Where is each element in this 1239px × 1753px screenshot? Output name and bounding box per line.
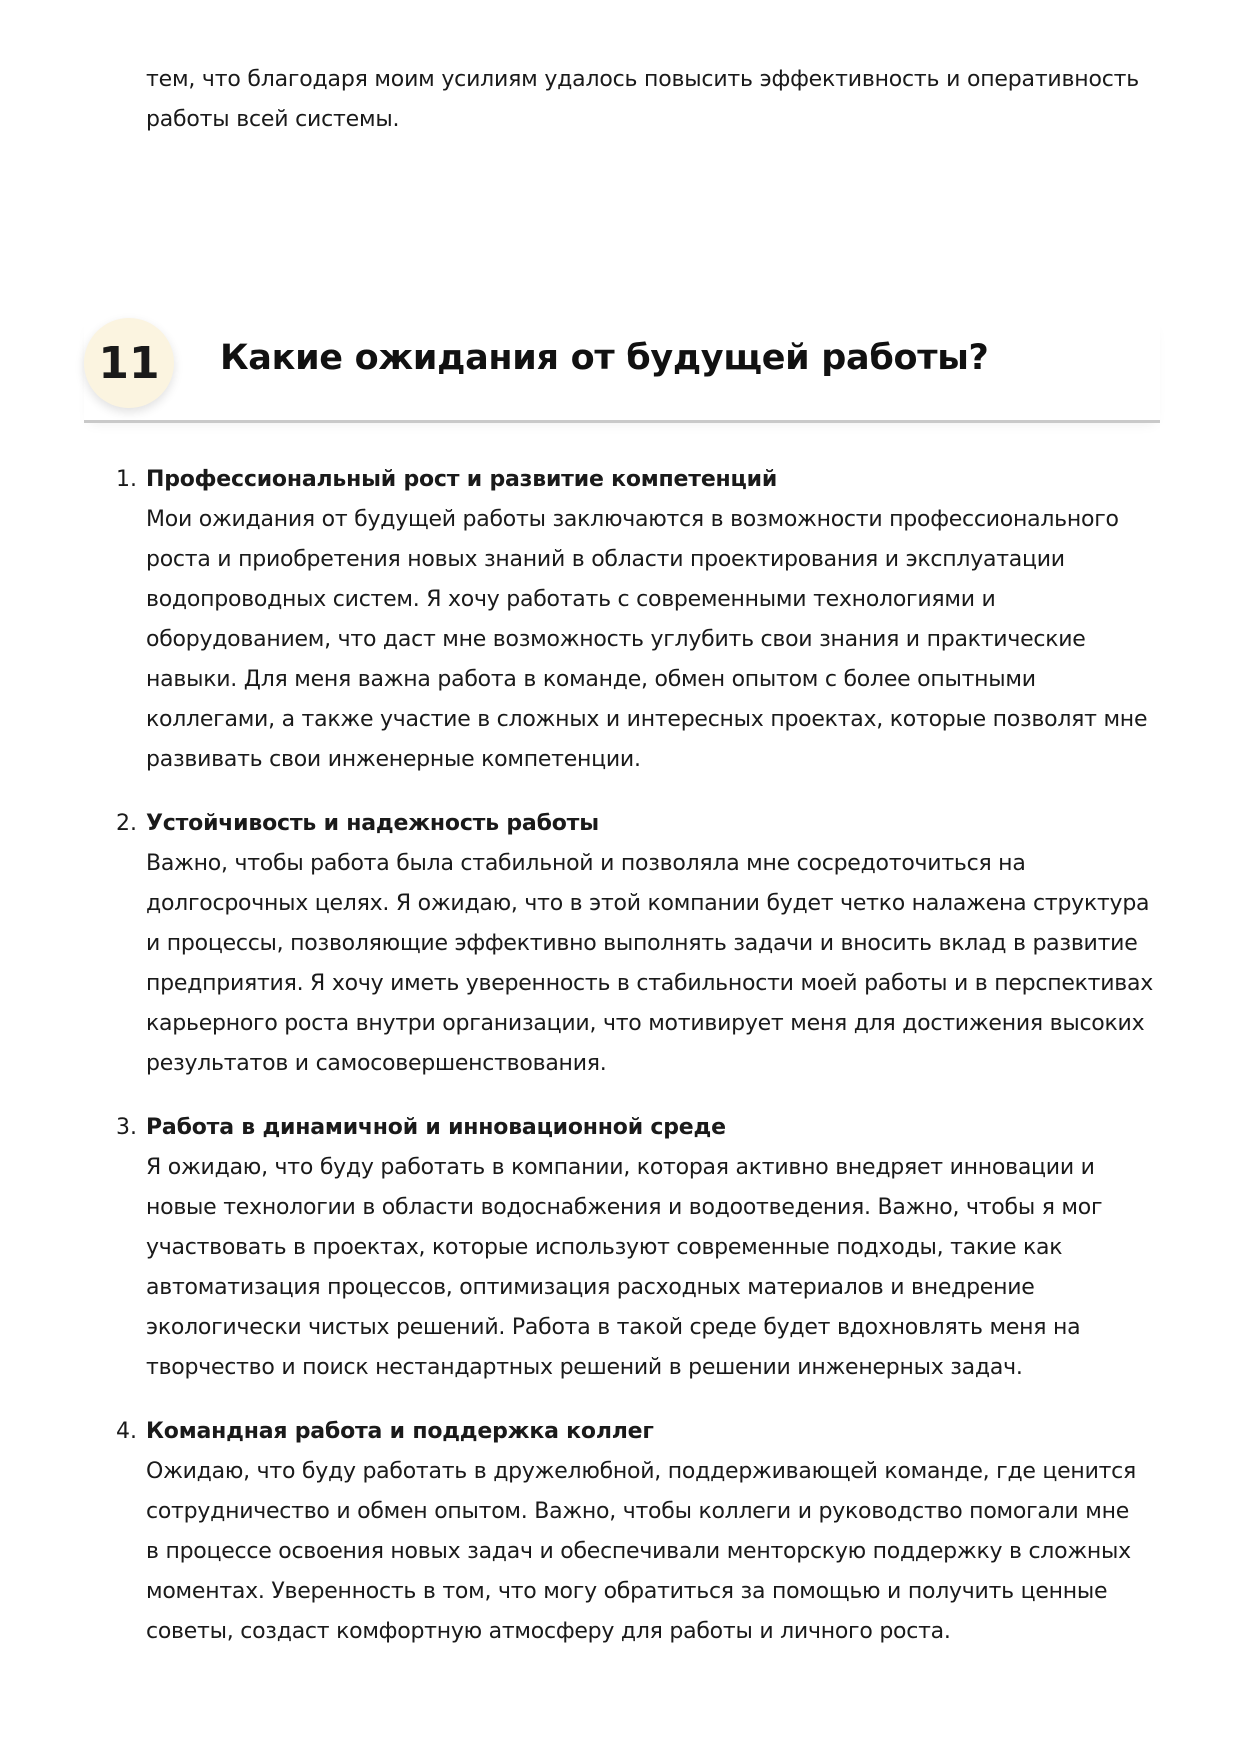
list-item-title: Командная работа и поддержка коллег xyxy=(146,1419,654,1444)
list-item-body xyxy=(146,500,1166,780)
intro-line: тем, что благодаря моим усилиям удалось повысить эффективность и оперативность xyxy=(146,67,1140,92)
body-line: предприятия. Я хочу иметь уверенность в стабильности моей работы и в перспективах xyxy=(146,971,1153,996)
body-line: автоматизация процессов, оптимизация расходных материалов и внедрение xyxy=(146,1275,1035,1300)
section-title: Какие ожидания от будущей работы? xyxy=(220,338,989,378)
expectations-list xyxy=(116,460,1166,1652)
body-line: творчество и поиск нестандартных решений в решении инженерных задач. xyxy=(146,1355,1023,1380)
body-line: роста и приобретения новых знаний в области проектирования и эксплуатации xyxy=(146,547,1065,572)
list-item xyxy=(116,1412,1166,1652)
list-item-title: Профессиональный рост и развитие компетенций xyxy=(146,467,778,492)
body-line: результатов и самосовершенствования. xyxy=(146,1051,607,1076)
list-item xyxy=(116,460,1166,780)
body-line: карьерного роста внутри организации, что мотивирует меня для достижения высоких xyxy=(146,1011,1145,1036)
body-line: участвовать в проектах, которые используют современные подходы, такие как xyxy=(146,1235,1063,1260)
body-line: коллегами, а также участие в сложных и интересных проектах, которые позволят мне xyxy=(146,707,1148,732)
list-item-number: 2. xyxy=(116,811,137,836)
body-line: моментах. Уверенность в том, что могу обратиться за помощью и получить ценные xyxy=(146,1579,1108,1604)
list-item-number: 3. xyxy=(116,1115,137,1140)
list-item-body xyxy=(146,1452,1166,1652)
intro-paragraph xyxy=(146,60,1146,140)
list-item xyxy=(116,1108,1166,1388)
body-line: Ожидаю, что буду работать в дружелюбной, поддерживающей команде, где ценится xyxy=(146,1459,1137,1484)
list-item-title: Устойчивость и надежность работы xyxy=(146,811,599,836)
section-header xyxy=(84,318,1160,423)
body-line: Мои ожидания от будущей работы заключаются в возможности профессионального xyxy=(146,507,1119,532)
body-line: новые технологии в области водоснабжения и водоотведения. Важно, чтобы я мог xyxy=(146,1195,1103,1220)
body-line: оборудованием, что даст мне возможность углубить свои знания и практические xyxy=(146,627,1086,652)
body-line: Я ожидаю, что буду работать в компании, которая активно внедряет инновации и xyxy=(146,1155,1095,1180)
list-item-body xyxy=(146,1148,1166,1388)
list-item-title: Работа в динамичной и инновационной среде xyxy=(146,1115,726,1140)
list-item-number: 4. xyxy=(116,1419,137,1444)
body-line: в процессе освоения новых задач и обеспечивали менторскую поддержку в сложных xyxy=(146,1539,1131,1564)
body-line: сотрудничество и обмен опытом. Важно, чтобы коллеги и руководство помогали мне xyxy=(146,1499,1129,1524)
list-item xyxy=(116,804,1166,1084)
body-line: водопроводных систем. Я хочу работать с современными технологиями и xyxy=(146,587,996,612)
list-item-number: 1. xyxy=(116,467,137,492)
body-line: навыки. Для меня важна работа в команде, обмен опытом с более опытными xyxy=(146,667,1036,692)
body-line: советы, создаст комфортную атмосферу для работы и личного роста. xyxy=(146,1619,951,1644)
section-number-badge: 11 xyxy=(84,318,174,408)
body-line: и процессы, позволяющие эффективно выполнять задачи и вносить вклад в развитие xyxy=(146,931,1138,956)
list-item-body xyxy=(146,844,1166,1084)
body-line: Важно, чтобы работа была стабильной и позволяла мне сосредоточиться на xyxy=(146,851,1026,876)
body-line: экологически чистых решений. Работа в такой среде будет вдохновлять меня на xyxy=(146,1315,1081,1340)
body-line: долгосрочных целях. Я ожидаю, что в этой компании будет четко налажена структура xyxy=(146,891,1150,916)
intro-line: работы всей системы. xyxy=(146,107,400,132)
body-line: развивать свои инженерные компетенции. xyxy=(146,747,641,772)
